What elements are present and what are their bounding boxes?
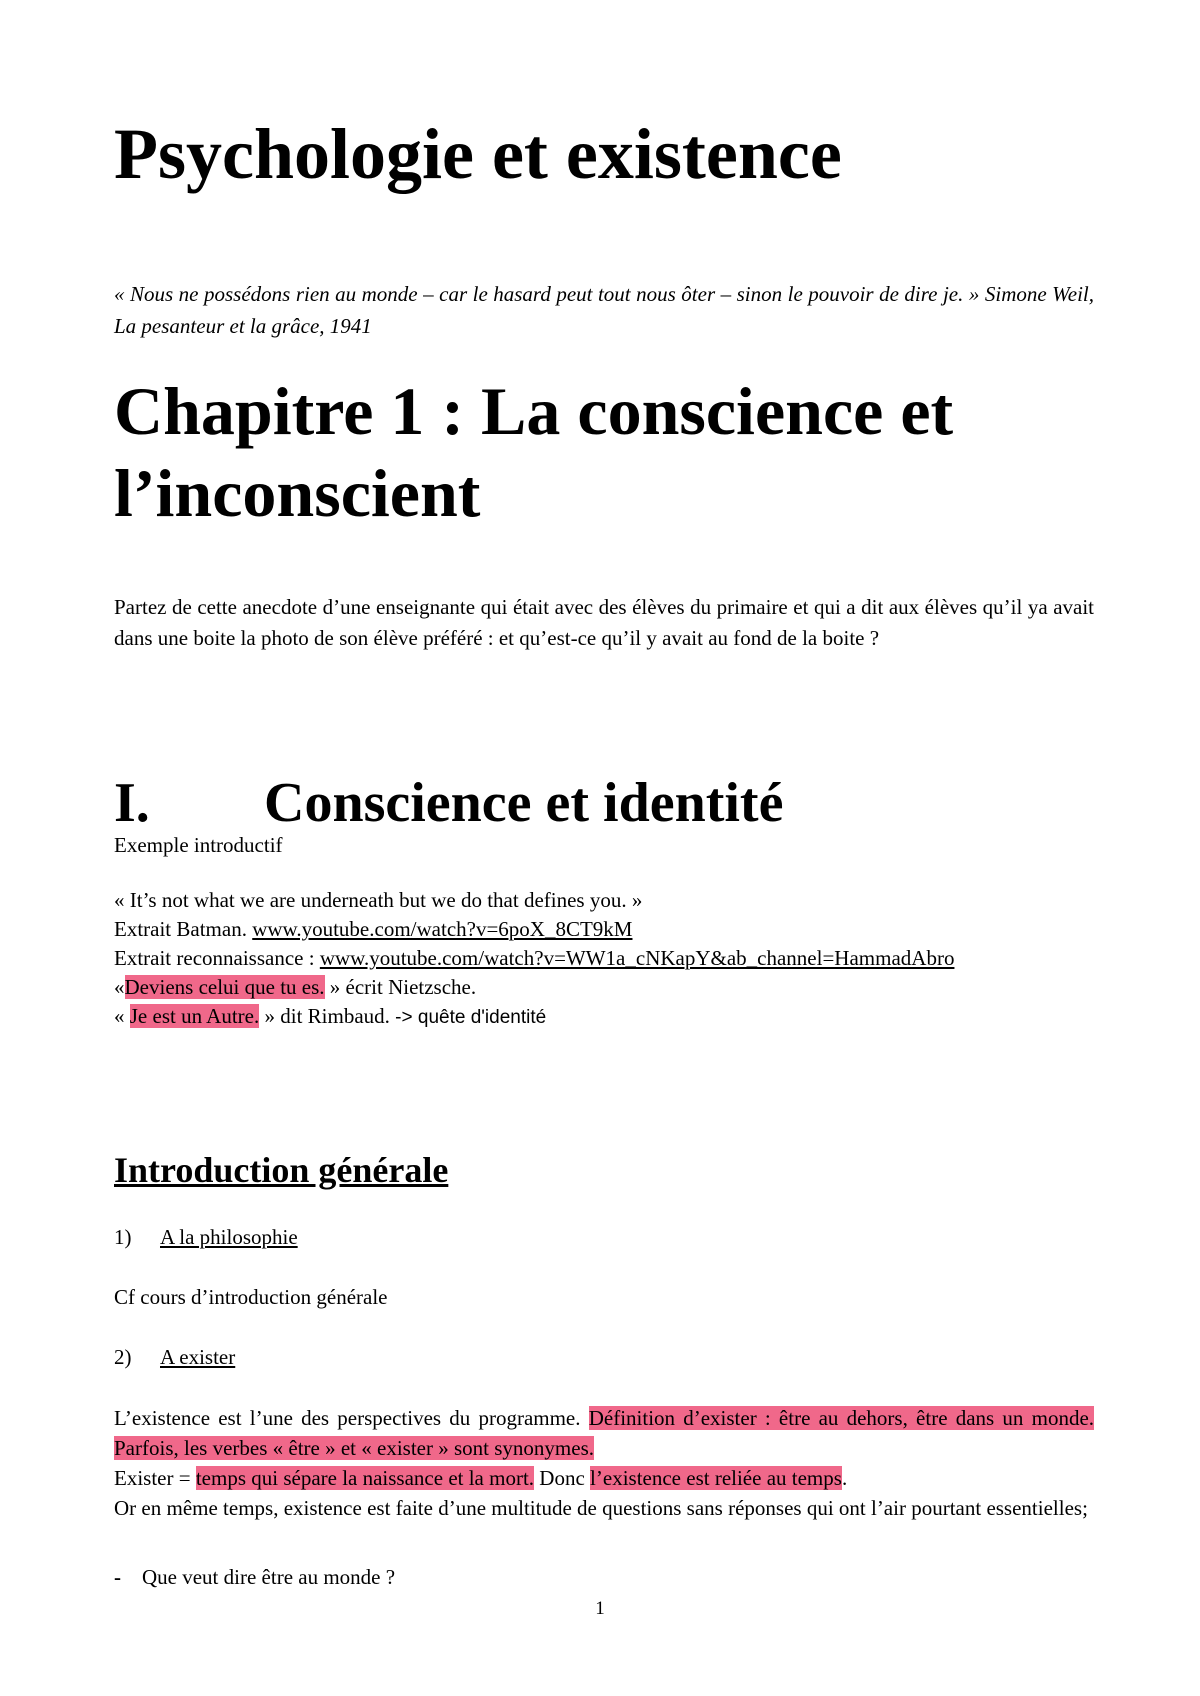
subheading-introduction-generale: Introduction générale [114, 1150, 449, 1190]
numbered-item-2 [114, 1342, 235, 1372]
existence-plain-text: L’existence est l’une des perspectives du programme. [114, 1406, 589, 1430]
batman-quote: « It’s not what we are underneath but we do that defines you. » [114, 888, 643, 912]
exister-line [114, 1463, 847, 1493]
intro-paragraph: Partez de cette anecdote d’une enseignante qui était avec des élèves du primaire et qui a dit aux élèves qu’il ya avait dans une boite la photo de son élève préféré : et qu’est-ce qu’il y avait au fond de la boite ? [114, 595, 1094, 650]
numbered-item-number: 1) [114, 1225, 132, 1249]
epigraph-quote: « Nous ne possédons rien au monde – car le hasard peut tout nous ôter – sinon le pouvoir de dire je. » Simone Weil, La pesanteur et la grâce, 1941 [114, 282, 1094, 338]
exister-end: . [841, 1466, 848, 1490]
batman-video-link[interactable]: www.youtube.com/watch?v=6poX_8CT9kM [252, 917, 633, 941]
bullet-item [114, 1562, 395, 1592]
existence-definition-highlight: Définition d’exister : être au dehors, être dans un monde. Parfois, les verbes « être » et « exister » sont synonymes. [114, 1406, 1095, 1460]
nietzsche-quote-highlight: Deviens celui que tu es. [124, 975, 325, 999]
rimbaud-open-quote: « [114, 1004, 130, 1028]
exister-prefix: Exister = [114, 1466, 196, 1490]
numbered-item-1 [114, 1222, 298, 1252]
bullet-text: Que veut dire être au monde ? [142, 1565, 396, 1589]
numbered-item-title: A exister [160, 1345, 236, 1369]
reconnaissance-extract-line [114, 943, 954, 973]
exister-highlight-1: temps qui sépare la naissance et la mort. [195, 1466, 535, 1490]
nietzsche-quote-line [114, 972, 476, 1002]
identity-quest-note: -> quête d'identité [389, 1007, 547, 1028]
nietzsche-attribution: » écrit Nietzsche. [324, 975, 477, 999]
section-title: Conscience et identité [264, 772, 784, 834]
reconnaissance-extract-label: Extrait reconnaissance : [114, 946, 320, 970]
document-title: Psychologie et existence [114, 114, 842, 194]
batman-extract-line [114, 914, 632, 944]
chapter-heading-line-1: Chapitre 1 : La conscience et [114, 373, 954, 449]
chapter-heading-line-2: l’inconscient [114, 455, 481, 531]
batman-extract-label: Extrait Batman. [114, 917, 253, 941]
chapter-heading [114, 370, 1114, 534]
exister-middle: Donc [534, 1466, 591, 1490]
nietzsche-open-quote: « [114, 975, 125, 999]
rimbaud-attribution: » dit Rimbaud. [259, 1004, 390, 1028]
cf-course-line: Cf cours d’introduction générale [114, 1285, 388, 1309]
rimbaud-quote-line [114, 1001, 546, 1033]
exister-highlight-2: l’existence est reliée au temps [590, 1466, 842, 1490]
questions-paragraph: Or en même temps, existence est faite d’une multitude de questions sans réponses qui ont l’air pourtant essentielles; [114, 1496, 1088, 1520]
section-heading [114, 768, 783, 838]
section-number: I. [114, 772, 150, 834]
page-number: 1 [595, 1598, 605, 1619]
reconnaissance-video-link[interactable]: www.youtube.com/watch?v=WW1a_cNKapY&ab_channel=HammadAbro [319, 946, 955, 970]
numbered-item-title: A la philosophie [160, 1225, 298, 1249]
bullet-dash: - [114, 1565, 121, 1589]
numbered-item-number: 2) [114, 1345, 132, 1369]
rimbaud-quote-highlight: Je est un Autre. [129, 1004, 260, 1028]
existence-paragraph [114, 1403, 1094, 1463]
example-label: Exemple introductif [114, 833, 283, 857]
